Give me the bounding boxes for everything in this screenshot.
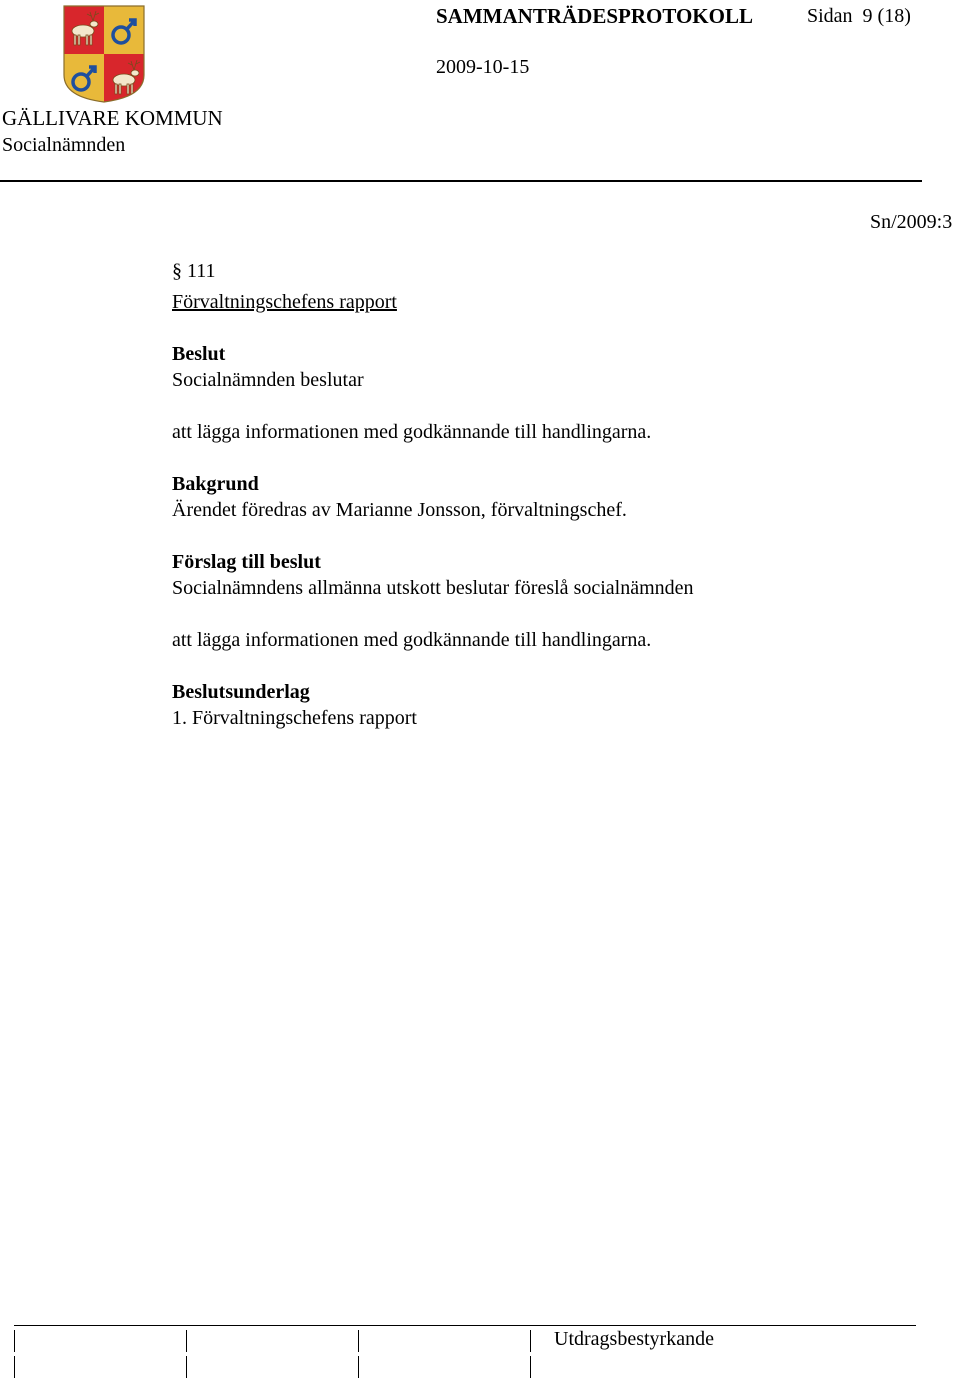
signature-box-divider — [530, 1330, 531, 1352]
bakgrund-text: Ärendet föredras av Marianne Jonsson, förvaltningschef. — [172, 499, 627, 521]
underlag-item: 1. Förvaltningschefens rapport — [172, 707, 417, 729]
signature-box-divider — [358, 1356, 359, 1378]
case-reference: Sn/2009:3 — [870, 211, 953, 233]
forslag-text: att lägga informationen med godkännande till handlingarna. — [172, 629, 652, 651]
signature-box-divider — [14, 1356, 15, 1378]
forslag-intro: Socialnämndens allmänna utskott beslutar föreslå socialnämnden — [172, 577, 694, 599]
signature-box-divider — [186, 1330, 187, 1352]
underlag-heading: Beslutsunderlag — [172, 681, 310, 703]
signature-box-divider — [530, 1356, 531, 1378]
header-divider — [0, 180, 922, 182]
document-title: SAMMANTRÄDESPROTOKOLL — [436, 4, 753, 28]
municipal-coat-of-arms — [63, 5, 145, 103]
department-name: Socialnämnden — [2, 134, 126, 156]
page-number: Sidan 9 (18) — [807, 5, 911, 27]
forslag-heading: Förslag till beslut — [172, 551, 321, 573]
extract-certification-label: Utdragsbestyrkande — [554, 1328, 714, 1350]
coat-of-arms-graphic — [63, 5, 145, 103]
beslut-intro: Socialnämnden beslutar — [172, 369, 364, 391]
beslut-heading: Beslut — [172, 343, 226, 365]
signature-box-divider — [186, 1356, 187, 1378]
meeting-date: 2009-10-15 — [436, 56, 530, 78]
paragraph-title: Förvaltningschefens rapport — [172, 291, 397, 313]
minutes-body — [172, 258, 694, 731]
signature-box-divider — [358, 1330, 359, 1352]
footer-divider — [14, 1325, 916, 1326]
municipality-name: GÄLLIVARE KOMMUN — [2, 106, 223, 130]
bakgrund-heading: Bakgrund — [172, 473, 259, 495]
signature-box-divider — [14, 1330, 15, 1352]
paragraph-number: § 111 — [172, 260, 216, 282]
beslut-text: att lägga informationen med godkännande till handlingarna. — [172, 421, 652, 443]
